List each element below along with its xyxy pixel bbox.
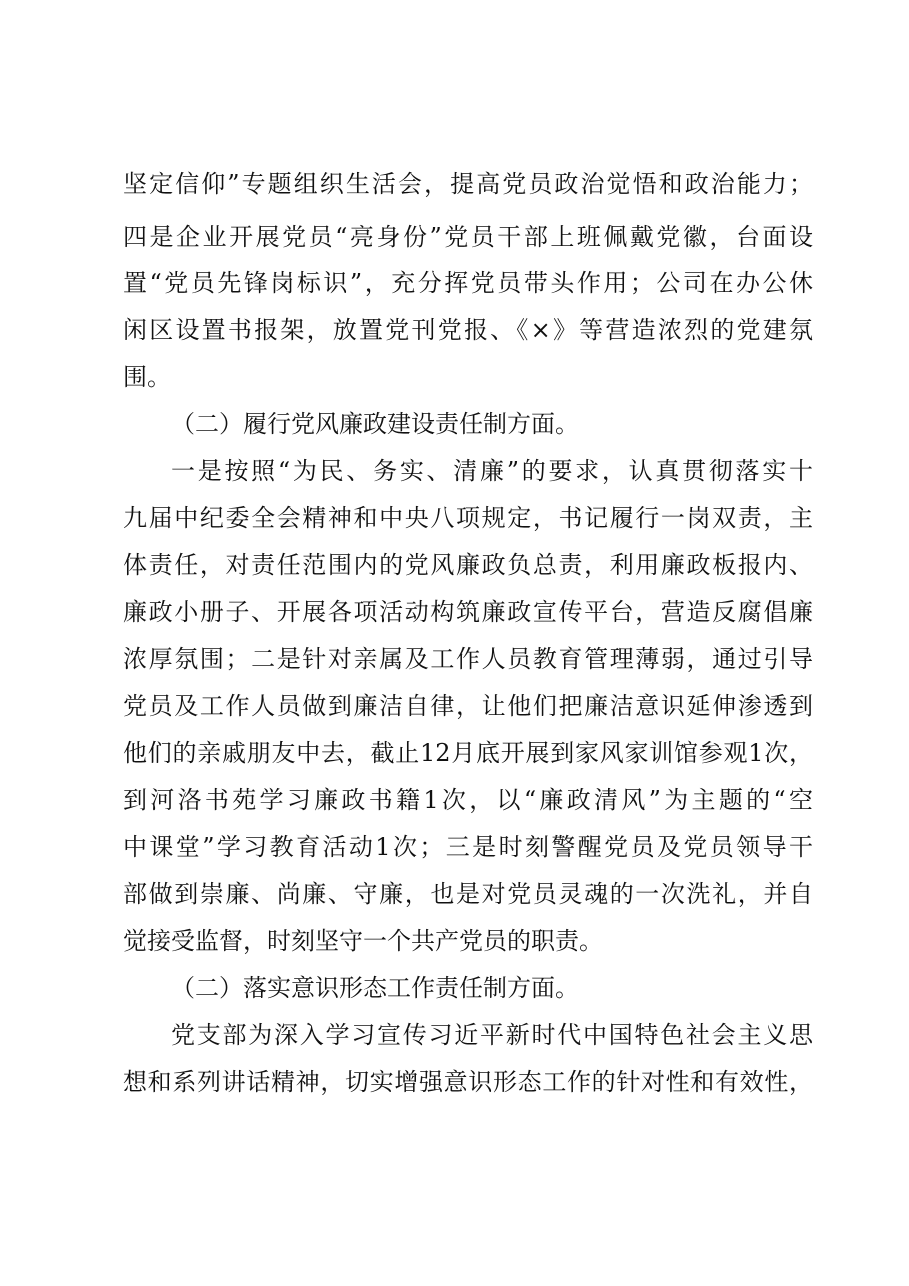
paragraph-line: 到河洛书苑学习廉政书籍1次，以“廉政清风”为主题的“空 — [123, 786, 813, 814]
paragraph-line: 觉接受监督，时刻坚守一个共产党员的职责。 — [123, 927, 603, 955]
paragraph-line: 想和系列讲话精神，切实增强意识形态工作的针对性和有效性， — [123, 1068, 813, 1096]
paragraph-line: 浓厚氛围；二是针对亲属及工作人员教育管理薄弱，通过引导 — [123, 645, 813, 673]
paragraph-line: 他们的亲戚朋友中去，截止12月底开展到家风家训馆参观1次， — [123, 739, 813, 767]
section-heading: （二）履行党风廉政建设责任制方面。 — [171, 410, 579, 438]
paragraph-line: 四是企业开展党员“亮身份”党员干部上班佩戴党徽，台面设 — [123, 223, 813, 251]
paragraph-line: 坚定信仰”专题组织生活会，提高党员政治觉悟和政治能力； — [123, 170, 813, 198]
paragraph-line: 九届中纪委全会精神和中央八项规定，书记履行一岗双责，主 — [123, 504, 813, 532]
paragraph-line: 一是按照“为民、务实、清廉”的要求，认真贯彻落实十 — [171, 457, 813, 485]
paragraph-line: 廉政小册子、开展各项活动构筑廉政宣传平台，营造反腐倡廉 — [123, 598, 813, 626]
paragraph-line: 闲区设置书报架，放置党刊党报、《×》等营造浓烈的党建氛 — [123, 316, 813, 344]
paragraph-line: 围。 — [123, 363, 171, 391]
paragraph-line: 党员及工作人员做到廉洁自律，让他们把廉洁意识延伸渗透到 — [123, 692, 813, 720]
paragraph-line: 体责任，对责任范围内的党风廉政负总责，利用廉政板报内、 — [123, 551, 813, 579]
paragraph-line: 中课堂”学习教育活动1次；三是时刻警醒党员及党员领导干 — [123, 833, 813, 861]
paragraph-line: 置“党员先锋岗标识”，充分挥党员带头作用；公司在办公休 — [123, 269, 813, 297]
paragraph-line: 党支部为深入学习宣传习近平新时代中国特色社会主义思 — [171, 1021, 813, 1049]
paragraph-line: 部做到崇廉、尚廉、守廉，也是对党员灵魂的一次洗礼，并自 — [123, 880, 813, 908]
section-heading: （二）落实意识形态工作责任制方面。 — [171, 974, 579, 1002]
